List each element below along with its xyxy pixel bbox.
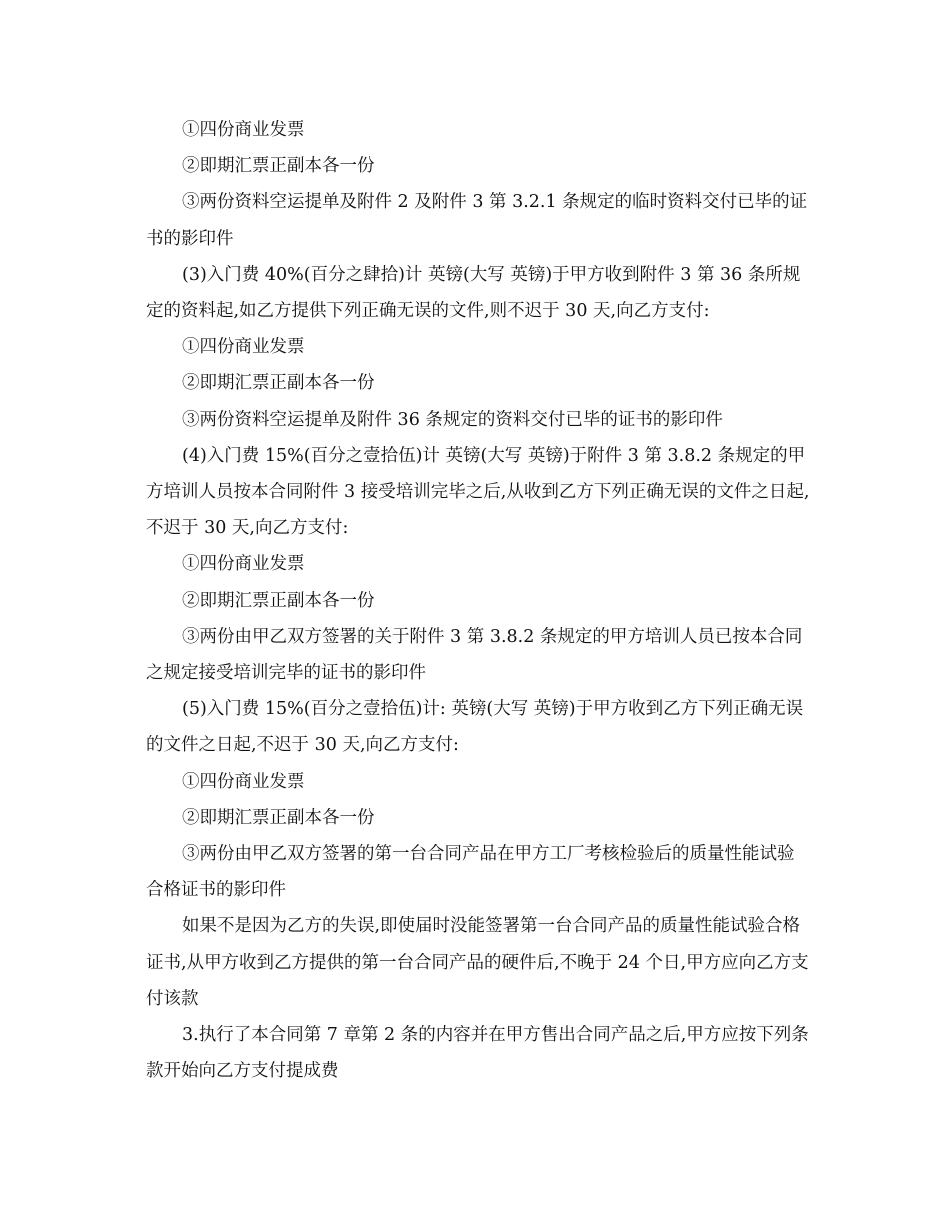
paragraph-6: ②即期汇票正副本各一份	[182, 373, 375, 394]
paragraph-10: ②即期汇票正副本各一份	[182, 590, 375, 611]
paragraph-12: (5)入门费 15%(百分之壹拾伍)计: 英镑(大写 英镑)于甲方收到乙方下列正确无误的文件之日起,不迟于 30 天,向乙方支付:	[146, 699, 804, 756]
paragraph-15: ③两份由甲乙双方签署的第一台合同产品在甲方工厂考核检验后的质量性能试验合格证书的影印件	[146, 844, 795, 901]
paragraph-9: ①四份商业发票	[182, 554, 305, 575]
paragraph-8: (4)入门费 15%(百分之壹拾伍)计 英镑(大写 英镑)于附件 3 第 3.8.2 条规定的甲方培训人员按本合同附件 3 接受培训完毕之后,从收到乙方下列正确无误的文件之日起,不迟于 30 天,向乙方支付:	[146, 445, 810, 539]
paragraph-17: 3.执行了本合同第 7 章第 2 条的内容并在甲方售出合同产品之后,甲方应按下列条款开始向乙方支付提成费	[146, 1025, 809, 1082]
paragraph-11: ③两份由甲乙双方签署的关于附件 3 第 3.8.2 条规定的甲方培训人员已按本合同之规定接受培训完毕的证书的影印件	[146, 626, 803, 684]
document-body	[146, 112, 810, 1089]
paragraph-14: ②即期汇票正副本各一份	[182, 807, 375, 828]
paragraph-5: ①四份商业发票	[182, 337, 305, 358]
paragraph-16: 如果不是因为乙方的失误,即使届时没能签署第一台合同产品的质量性能试验合格证书,从甲方收到乙方提供的第一台合同产品的硬件后,不晚于 24 个日,甲方应向乙方支付该款	[146, 916, 809, 1009]
paragraph-2: ②即期汇票正副本各一份	[182, 156, 375, 177]
paragraph-1: ①四份商业发票	[182, 120, 305, 140]
paragraph-13: ①四份商业发票	[182, 771, 305, 792]
paragraph-4: (3)入门费 40%(百分之肆拾)计 英镑(大写 英镑)于甲方收到附件 3 第 36 条所规定的资料起,如乙方提供下列正确无误的文件,则不迟于 30 天,向乙方支付:	[146, 264, 801, 322]
paragraph-3: ③两份资料空运提单及附件 2 及附件 3 第 3.2.1 条规定的临时资料交付已毕的证书的影印件	[146, 192, 808, 249]
paragraph-7: ③两份资料空运提单及附件 36 条规定的资料交付已毕的证书的影印件	[182, 409, 723, 430]
